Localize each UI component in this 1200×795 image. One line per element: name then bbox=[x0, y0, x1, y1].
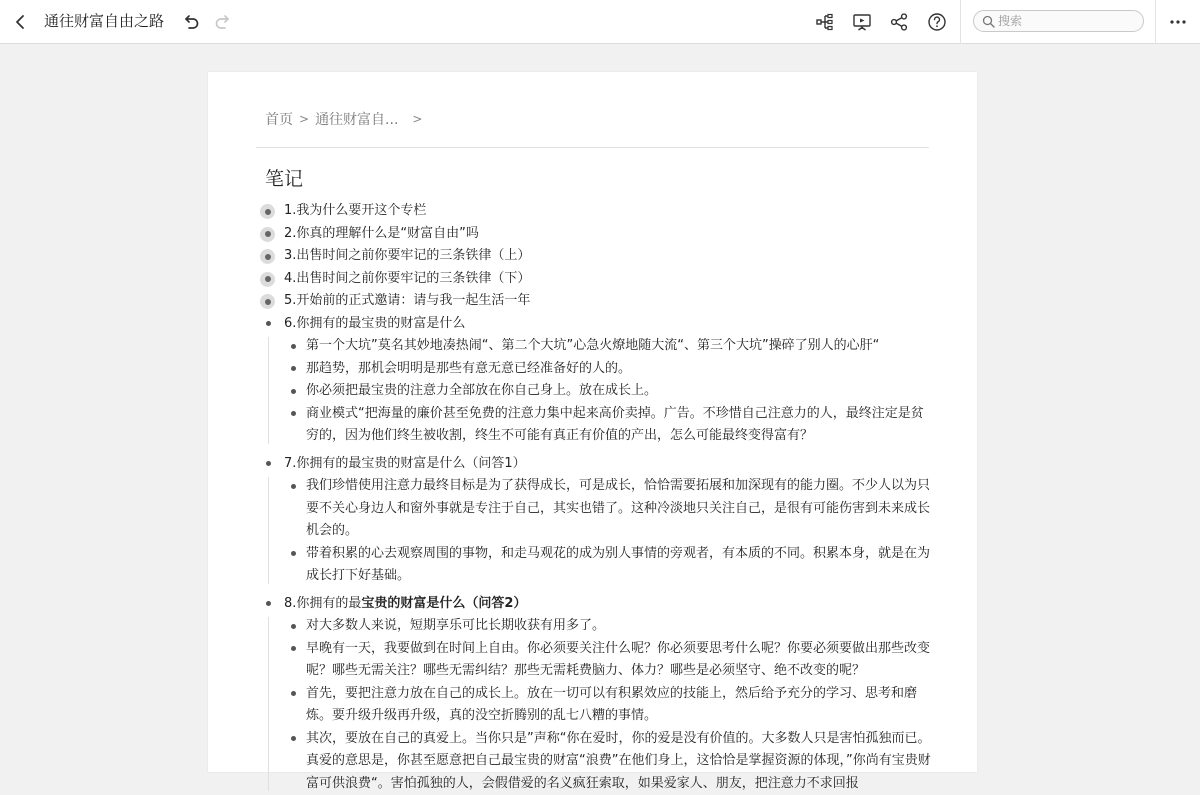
outline-item bbox=[258, 313, 938, 453]
share-button[interactable] bbox=[885, 8, 913, 36]
breadcrumb-separator-icon: > bbox=[299, 112, 309, 126]
bullet-icon[interactable] bbox=[287, 643, 299, 655]
outline-child-item bbox=[286, 358, 938, 381]
outline-children bbox=[286, 615, 938, 795]
presentation-icon bbox=[852, 12, 872, 32]
outline-child-item bbox=[286, 403, 938, 448]
help-icon bbox=[927, 12, 947, 32]
outline-item-text[interactable]: 1.我为什么要开这个专栏 bbox=[284, 203, 426, 218]
bullet-icon[interactable] bbox=[287, 363, 299, 375]
collapsed-bullet-icon[interactable] bbox=[260, 204, 275, 219]
bullet-icon[interactable] bbox=[287, 340, 299, 352]
outline-children bbox=[286, 335, 938, 448]
back-icon bbox=[12, 14, 28, 30]
more-button[interactable] bbox=[1164, 8, 1192, 36]
outline-item bbox=[258, 453, 938, 593]
redo-button[interactable] bbox=[209, 8, 237, 36]
search-box[interactable] bbox=[973, 10, 1144, 32]
outline-item-text[interactable]: 那趋势，那机会明明是那些有意无意已经准备好的人的。 bbox=[306, 358, 934, 381]
outline-item-text[interactable]: 7.你拥有的最宝贵的财富是什么（问答1） bbox=[284, 456, 526, 471]
outline-item-text-bold: 宝贵的财富是什么（问答2） bbox=[361, 596, 526, 611]
bullet-icon[interactable] bbox=[262, 598, 274, 610]
outline-item-text[interactable]: 第一个大坑”莫名其妙地凑热闹“、第二个大坑”心急火燎地随大流“、第三个大坑”操碎了别人的心肝“ bbox=[306, 335, 934, 358]
bullet-icon[interactable] bbox=[262, 458, 274, 470]
outline-child-item bbox=[286, 683, 938, 728]
outline-child-item bbox=[286, 728, 938, 795]
presentation-button[interactable] bbox=[848, 8, 876, 36]
outline-child-item bbox=[286, 543, 938, 588]
outline-item-text[interactable]: 我们珍惜使用注意力最终目标是为了获得成长，可是成长，恰恰需要拓展和加深现有的能力圈。不少人以为只要不关心身边人和窗外事就是专注于自己，其实也错了。这种冷淡地只关注自己，是很有可能伤害到未来成长机会的。 bbox=[306, 475, 934, 543]
outline-child-item bbox=[286, 638, 938, 683]
mindmap-icon bbox=[815, 12, 835, 32]
document-page bbox=[208, 72, 977, 772]
outline-item-text[interactable]: 3.出售时间之前你要牢记的三条铁律（上） bbox=[284, 248, 530, 263]
outline-item bbox=[258, 200, 938, 223]
document-title: 通往财富自由之路 bbox=[44, 11, 164, 31]
outline-item-text[interactable]: 其次，要放在自己的真爱上。当你只是”声称“你在爱时，你的爱是没有价值的。大多数人只是害怕孤独而已。真爱的意思是，你甚至愿意把自己最宝贵的财富“浪费”在他们身上，这恰恰是掌握资源的体现，”你尚有宝贵财富可供浪费“。害怕孤独的人，会假借爱的名义疯狂索取，如果爱家人、朋友，把注意力不求回报 bbox=[306, 728, 934, 795]
redo-icon bbox=[214, 13, 232, 31]
outline-item-text[interactable] bbox=[284, 596, 526, 611]
outline-child-item bbox=[286, 615, 938, 638]
back-button[interactable] bbox=[6, 8, 34, 36]
bullet-icon[interactable] bbox=[262, 318, 274, 330]
outline-item-text[interactable]: 对大多数人来说，短期享乐可比长期收获有用多了。 bbox=[306, 615, 934, 638]
outline-item-text[interactable]: 商业模式“把海量的廉价甚至免费的注意力集中起来高价卖掉。广告。不珍惜自己注意力的人，最终注定是贫穷的，因为他们终生被收割，终生不可能有真正有价值的产出，怎么可能最终变得富有？ bbox=[306, 403, 934, 448]
search-input[interactable] bbox=[998, 13, 1138, 29]
bullet-icon[interactable] bbox=[287, 620, 299, 632]
share-icon bbox=[889, 12, 909, 32]
breadcrumb-parent[interactable]: 通往财富自... bbox=[315, 109, 398, 129]
collapsed-bullet-icon[interactable] bbox=[260, 249, 275, 264]
outline-item-text[interactable]: 4.出售时间之前你要牢记的三条铁律（下） bbox=[284, 271, 530, 286]
toolbar-divider bbox=[1155, 0, 1156, 44]
outline-item-text[interactable]: 首先，要把注意力放在自己的成长上。放在一切可以有积累效应的技能上，然后给予充分的学习、思考和磨炼。要升级升级再升级，真的没空折腾别的乱七八糟的事情。 bbox=[306, 683, 934, 728]
outline-item-text[interactable]: 早晚有一天，我要做到在时间上自由。你必须要关注什么呢？你必须要思考什么呢？你要必须要做出那些改变呢？哪些无需关注？哪些无需纠结？那些无需耗费脑力、体力？哪些是必须坚守、绝不改变的呢？ bbox=[306, 638, 934, 683]
breadcrumb bbox=[265, 109, 422, 129]
outline-item bbox=[258, 245, 938, 268]
outline-item bbox=[258, 223, 938, 246]
bullet-icon[interactable] bbox=[287, 548, 299, 560]
bullet-icon[interactable] bbox=[287, 733, 299, 745]
breadcrumb-separator-icon: > bbox=[412, 112, 422, 126]
outline-item bbox=[258, 290, 938, 313]
outline-item-text-prefix: 8.你拥有的最 bbox=[284, 596, 361, 611]
outline-item-text[interactable]: 带着积累的心去观察周围的事物，和走马观花的成为别人事情的旁观者，有本质的不同。积累本身，就是在为成长打下好基础。 bbox=[306, 543, 934, 588]
collapsed-bullet-icon[interactable] bbox=[260, 227, 275, 242]
outline-item-text[interactable]: 你必须把最宝贵的注意力全部放在你自己身上。放在成长上。 bbox=[306, 380, 934, 403]
title-divider bbox=[256, 147, 929, 148]
outline-item bbox=[258, 593, 938, 795]
undo-button[interactable] bbox=[177, 8, 205, 36]
outline-child-item bbox=[286, 380, 938, 403]
mindmap-button[interactable] bbox=[811, 8, 839, 36]
bullet-icon[interactable] bbox=[287, 385, 299, 397]
outline-item-text[interactable]: 5.开始前的正式邀请：请与我一起生活一年 bbox=[284, 293, 530, 308]
collapsed-bullet-icon[interactable] bbox=[260, 294, 275, 309]
more-icon bbox=[1168, 12, 1188, 32]
help-button[interactable] bbox=[923, 8, 951, 36]
toolbar bbox=[0, 0, 1200, 44]
outline-item bbox=[258, 268, 938, 291]
outline-children bbox=[286, 475, 938, 588]
collapsed-bullet-icon[interactable] bbox=[260, 272, 275, 287]
undo-icon bbox=[182, 13, 200, 31]
outline-item-text[interactable]: 2.你真的理解什么是“财富自由”吗 bbox=[284, 226, 479, 241]
outline-item-text[interactable]: 6.你拥有的最宝贵的财富是什么 bbox=[284, 316, 465, 331]
search-icon bbox=[982, 15, 995, 28]
breadcrumb-home[interactable]: 首页 bbox=[265, 109, 293, 129]
outline-child-item bbox=[286, 475, 938, 543]
toolbar-divider bbox=[960, 0, 961, 44]
outline-child-item bbox=[286, 335, 938, 358]
bullet-icon[interactable] bbox=[287, 688, 299, 700]
bullet-icon[interactable] bbox=[287, 480, 299, 492]
page-title[interactable]: 笔记 bbox=[265, 164, 303, 191]
outline bbox=[258, 200, 938, 795]
bullet-icon[interactable] bbox=[287, 408, 299, 420]
